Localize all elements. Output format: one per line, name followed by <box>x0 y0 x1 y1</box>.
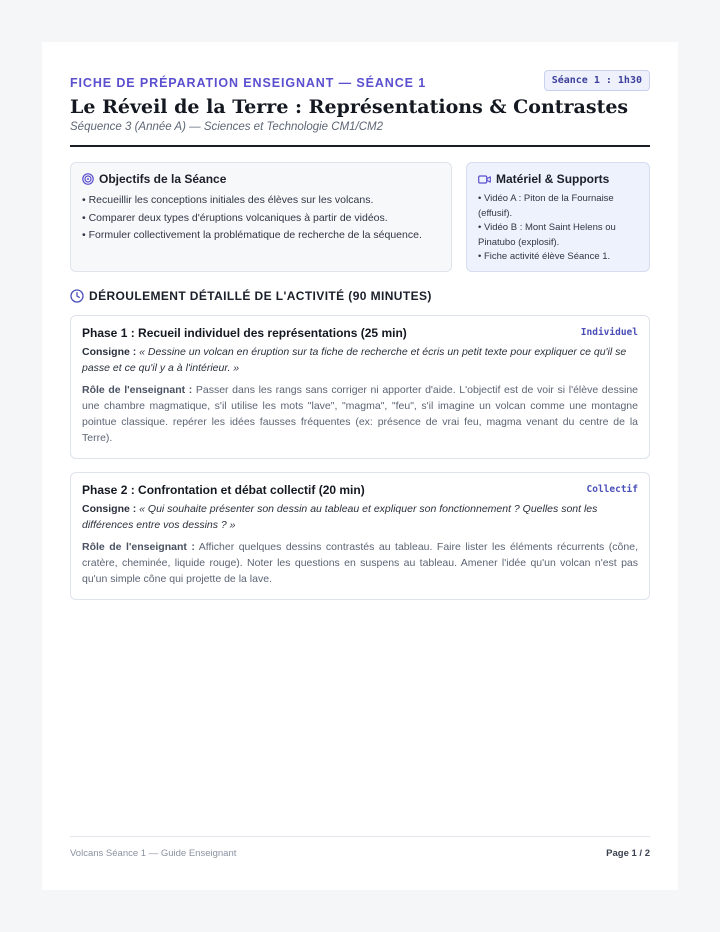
objective-item: • Comparer deux types d'éruptions volcaniques à partir de vidéos. <box>82 211 388 224</box>
summary-boxes <box>70 162 650 274</box>
phase-title: Phase 2 : Confrontation et débat collectif (20 min) <box>82 483 365 497</box>
activity-section-title: DÉROULEMENT DÉTAILLÉ DE L'ACTIVITÉ (90 MINUTES) <box>89 289 432 303</box>
phase-title: Phase 1 : Recueil individuel des représentations (25 min) <box>82 326 407 340</box>
phase-mode-tag: Individuel <box>580 327 638 338</box>
objective-item: • Formuler collectivement la problématique de recherche de la séquence. <box>82 229 422 241</box>
page-footer <box>70 836 650 859</box>
teacher-role <box>82 539 638 587</box>
document-page <box>42 42 678 890</box>
page-content <box>70 70 650 600</box>
teacher-role-text: Passer dans les rangs sans corriger ni apporter d'aide. L'objectif est de voir si l'élève dessine une chambre magmatique, s'il utilise les mots "lave", "magma", "feu", s'il imagine un volcan comme une montagne pointue classique. repérer les idées fausses fréquentes (ex: présence de vrai feu, magma venant du centre de la Terre). <box>82 384 638 444</box>
phase-instruction <box>82 501 638 533</box>
materials-list <box>478 192 638 265</box>
material-item: • Vidéo A : Piton de la Fournaise (effusif). <box>478 193 614 219</box>
instruction-text: « Dessine un volcan en éruption sur ta fiche de recherche et écris un petit texte pour expliquer ce qu'il se passe et ce qu'il y a à l'intérieur. » <box>82 346 627 374</box>
instruction-text: « Qui souhaite présenter son dessin au tableau et expliquer son fonctionnement ? Quelles sont les différences entre vos dessins ? » <box>82 503 598 531</box>
phase-instruction <box>82 344 638 376</box>
materials-heading <box>478 172 638 186</box>
instruction-label: Consigne : <box>82 346 137 358</box>
activity-section-heading <box>70 289 650 303</box>
session-duration-badge: Séance 1 : 1h30 <box>544 70 650 91</box>
objective-item: • Recueillir les conceptions initiales des élèves sur les volcans. <box>82 194 374 206</box>
document-kicker: FICHE DE PRÉPARATION ENSEIGNANT — SÉANCE 1 <box>70 76 427 90</box>
phase-card-2 <box>70 472 650 600</box>
teacher-role-text: Afficher quelques dessins contrastés au tableau. Faire lister les éléments récurrents (cône, cratère, cheminée, liquide rouge). Noter les questions en suspens au tableau. Amener l'idée qu'un volcan n'est pas qu'un simple cône qui projette de la lave. <box>82 541 638 585</box>
page-number: Page 1 / 2 <box>606 848 650 859</box>
materials-title: Matériel & Supports <box>496 172 610 186</box>
objectives-box <box>70 162 452 272</box>
material-item: • Vidéo B : Mont Saint Helens ou Pinatubo (explosif). <box>478 222 616 248</box>
materials-box <box>466 162 650 272</box>
page-title: Le Réveil de la Terre : Représentations & Contrastes <box>70 96 629 118</box>
clock-icon <box>70 289 84 303</box>
objectives-title: Objectifs de la Séance <box>99 172 227 186</box>
header-divider <box>70 145 650 147</box>
footer-document-name: Volcans Séance 1 — Guide Enseignant <box>70 848 237 859</box>
page-subtitle: Séquence 3 (Année A) — Sciences et Technologie CM1/CM2 <box>70 121 384 133</box>
objectives-list <box>82 192 440 245</box>
teacher-role-label: Rôle de l'enseignant : <box>82 384 193 396</box>
instruction-label: Consigne : <box>82 503 137 515</box>
objectives-heading <box>82 172 440 186</box>
teacher-role-label: Rôle de l'enseignant : <box>82 541 195 553</box>
target-icon <box>82 173 94 185</box>
phase-card-1 <box>70 315 650 459</box>
material-item: • Fiche activité élève Séance 1. <box>478 251 611 262</box>
phase-mode-tag: Collectif <box>586 484 638 495</box>
teacher-role <box>82 382 638 446</box>
video-icon <box>478 174 491 185</box>
